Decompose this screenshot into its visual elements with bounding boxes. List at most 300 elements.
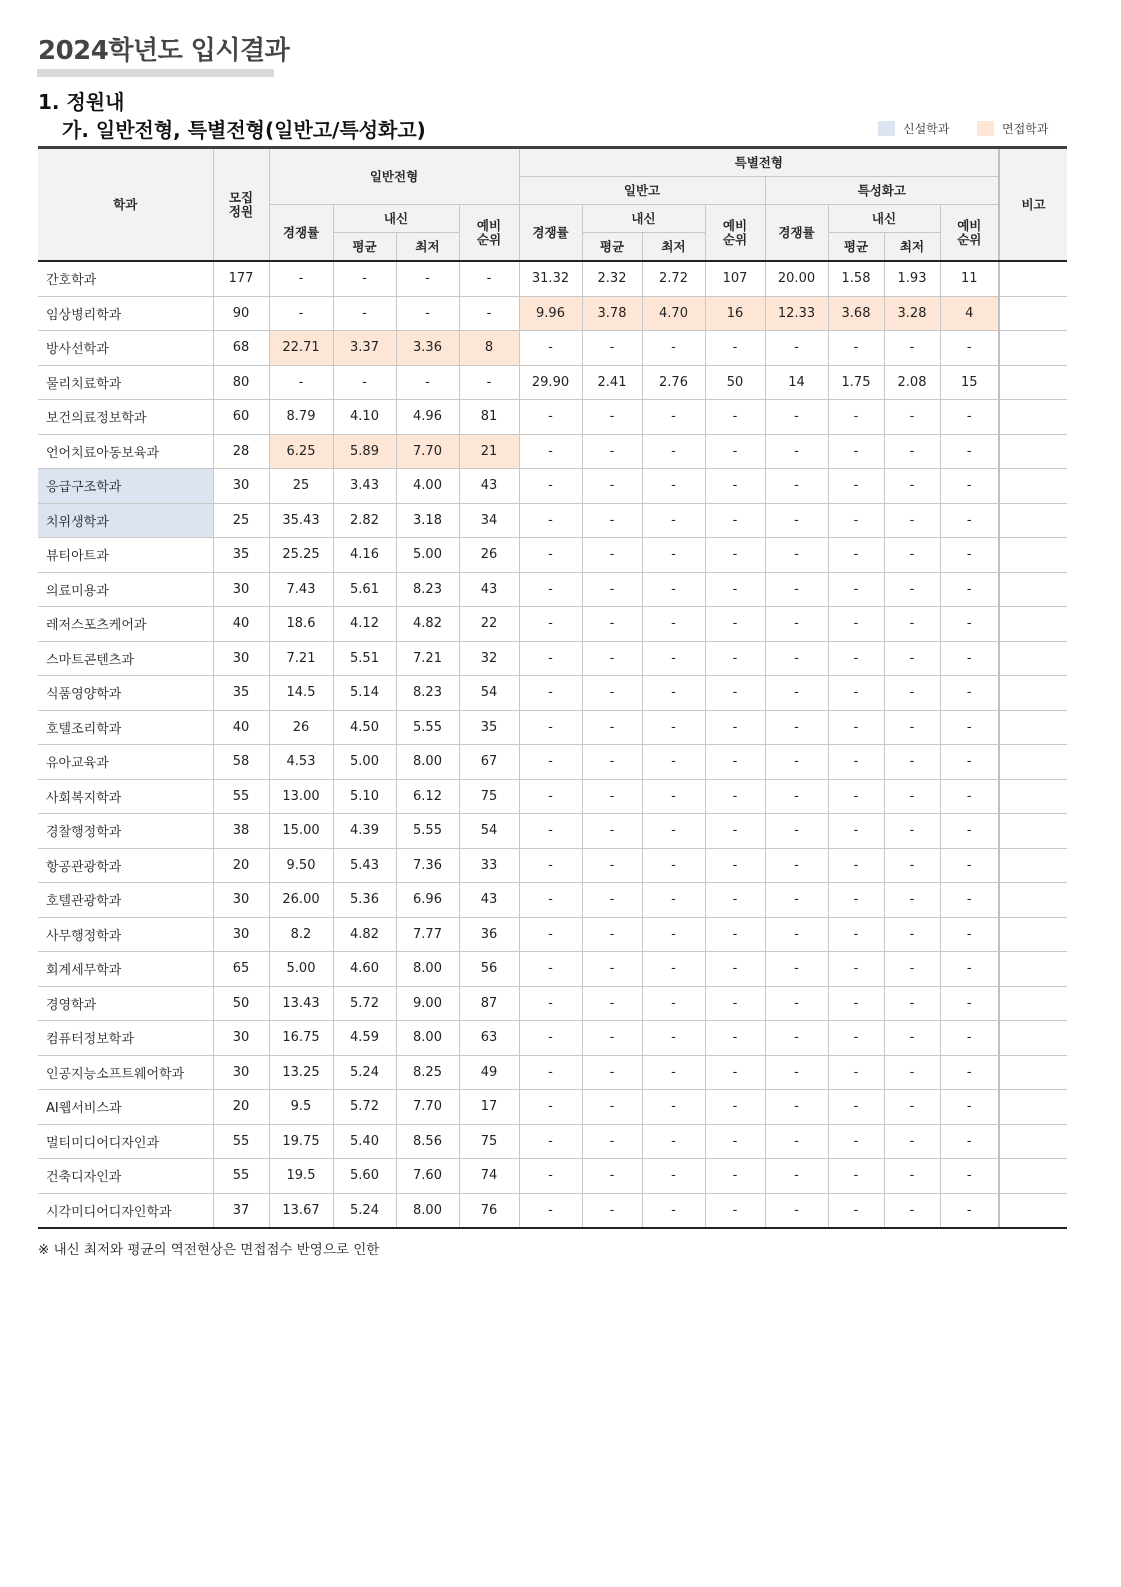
sv-avg-cell: - xyxy=(828,710,884,745)
header-quota-l2: 정원 xyxy=(228,203,254,219)
sg-waitlist-cell: - xyxy=(705,1124,765,1159)
sv-avg-cell: - xyxy=(828,1021,884,1056)
table-row xyxy=(38,1055,1067,1090)
sg-avg-cell: - xyxy=(582,1055,642,1090)
dept-name-cell: 간호학과 xyxy=(38,261,213,296)
gen-avg-cell: 5.10 xyxy=(333,779,396,814)
sg-avg-cell: - xyxy=(582,1193,642,1228)
sv-min-cell: - xyxy=(884,917,940,952)
gen-waitlist-cell: 49 xyxy=(459,1055,519,1090)
sv-waitlist-cell: - xyxy=(940,848,999,883)
sv-avg-cell: - xyxy=(828,1055,884,1090)
remark-cell xyxy=(999,607,1067,642)
quota-cell: 40 xyxy=(213,710,269,745)
gen-avg-cell: - xyxy=(333,261,396,296)
gen-competition-cell: 25 xyxy=(269,469,333,504)
gen-competition-cell: 6.25 xyxy=(269,434,333,469)
sg-competition-cell: - xyxy=(519,572,582,607)
sg-avg-cell: - xyxy=(582,986,642,1021)
remark-cell xyxy=(999,261,1067,296)
header-sv-competition: 경쟁률 xyxy=(765,205,828,262)
sg-avg-cell: - xyxy=(582,952,642,987)
sv-min-cell: - xyxy=(884,883,940,918)
header-gen-naesin: 내신 xyxy=(333,205,459,233)
sv-competition-cell: - xyxy=(765,1159,828,1194)
gen-min-cell: 7.21 xyxy=(396,641,459,676)
sv-competition-cell: 20.00 xyxy=(765,261,828,296)
header-gen-waitlist: 예비 순위 xyxy=(459,205,519,262)
sg-min-cell: - xyxy=(642,710,705,745)
gen-competition-cell: 4.53 xyxy=(269,745,333,780)
remark-cell xyxy=(999,296,1067,331)
sg-avg-cell: - xyxy=(582,1090,642,1125)
dept-name-cell: 사회복지학과 xyxy=(38,779,213,814)
sg-min-cell: - xyxy=(642,469,705,504)
gen-min-cell: - xyxy=(396,261,459,296)
header-quota xyxy=(213,148,269,262)
sg-min-cell: 2.72 xyxy=(642,261,705,296)
sg-competition-cell: - xyxy=(519,1124,582,1159)
remark-cell xyxy=(999,538,1067,573)
sv-avg-cell: - xyxy=(828,331,884,366)
sv-avg-cell: - xyxy=(828,1090,884,1125)
quota-cell: 60 xyxy=(213,400,269,435)
sg-min-cell: - xyxy=(642,1159,705,1194)
sv-competition-cell: - xyxy=(765,848,828,883)
header-gen-avg: 평균 xyxy=(333,233,396,262)
table-row xyxy=(38,607,1067,642)
sv-waitlist-cell: - xyxy=(940,917,999,952)
remark-cell xyxy=(999,986,1067,1021)
gen-min-cell: 8.56 xyxy=(396,1124,459,1159)
sg-min-cell: - xyxy=(642,676,705,711)
gen-waitlist-cell: 76 xyxy=(459,1193,519,1228)
sv-min-cell: - xyxy=(884,469,940,504)
gen-waitlist-cell: 75 xyxy=(459,1124,519,1159)
sv-competition-cell: - xyxy=(765,331,828,366)
quota-cell: 40 xyxy=(213,607,269,642)
sg-min-cell: - xyxy=(642,1021,705,1056)
sg-waitlist-cell: - xyxy=(705,848,765,883)
sg-avg-cell: - xyxy=(582,469,642,504)
remark-cell xyxy=(999,1124,1067,1159)
table-row xyxy=(38,848,1067,883)
table-row xyxy=(38,434,1067,469)
quota-cell: 35 xyxy=(213,538,269,573)
remark-cell xyxy=(999,641,1067,676)
quota-cell: 30 xyxy=(213,469,269,504)
table-row xyxy=(38,538,1067,573)
gen-min-cell: - xyxy=(396,365,459,400)
sv-min-cell: - xyxy=(884,676,940,711)
sv-competition-cell: - xyxy=(765,814,828,849)
gen-competition-cell: 13.00 xyxy=(269,779,333,814)
sg-competition-cell: - xyxy=(519,779,582,814)
sv-avg-cell: - xyxy=(828,400,884,435)
table-row xyxy=(38,1090,1067,1125)
sv-min-cell: - xyxy=(884,814,940,849)
gen-waitlist-cell: 26 xyxy=(459,538,519,573)
sg-waitlist-cell: - xyxy=(705,710,765,745)
sv-competition-cell: - xyxy=(765,1021,828,1056)
gen-min-cell: 5.00 xyxy=(396,538,459,573)
gen-avg-cell: 5.43 xyxy=(333,848,396,883)
dept-name-cell: 컴퓨터정보학과 xyxy=(38,1021,213,1056)
sg-min-cell: - xyxy=(642,1124,705,1159)
sg-waitlist-cell: - xyxy=(705,1055,765,1090)
dept-name-cell: 회계세무학과 xyxy=(38,952,213,987)
quota-cell: 28 xyxy=(213,434,269,469)
sg-waitlist-cell: - xyxy=(705,986,765,1021)
sg-avg-cell: - xyxy=(582,400,642,435)
sg-competition-cell: 29.90 xyxy=(519,365,582,400)
gen-waitlist-cell: 36 xyxy=(459,917,519,952)
sg-min-cell: - xyxy=(642,1090,705,1125)
quota-cell: 58 xyxy=(213,745,269,780)
sv-waitlist-cell: 4 xyxy=(940,296,999,331)
header-sg-naesin: 내신 xyxy=(582,205,705,233)
sv-competition-cell: - xyxy=(765,779,828,814)
gen-avg-cell: 5.72 xyxy=(333,1090,396,1125)
sg-competition-cell: - xyxy=(519,1021,582,1056)
sv-min-cell: - xyxy=(884,503,940,538)
dept-name-cell: AI웹서비스과 xyxy=(38,1090,213,1125)
admission-results-table xyxy=(38,146,1067,1229)
sg-min-cell: - xyxy=(642,814,705,849)
sg-waitlist-cell: - xyxy=(705,641,765,676)
gen-competition-cell: 26 xyxy=(269,710,333,745)
gen-competition-cell: 5.00 xyxy=(269,952,333,987)
sv-competition-cell: - xyxy=(765,710,828,745)
sg-avg-cell: - xyxy=(582,572,642,607)
sg-min-cell: - xyxy=(642,952,705,987)
gen-waitlist-cell: - xyxy=(459,261,519,296)
sg-waitlist-cell: - xyxy=(705,883,765,918)
sv-waitlist-cell: - xyxy=(940,986,999,1021)
quota-cell: 65 xyxy=(213,952,269,987)
dept-name-cell: 응급구조학과 xyxy=(38,469,213,504)
remark-cell xyxy=(999,1159,1067,1194)
gen-waitlist-cell: 81 xyxy=(459,400,519,435)
sg-waitlist-cell: - xyxy=(705,572,765,607)
sg-waitlist-cell: - xyxy=(705,1159,765,1194)
dept-name-cell: 경영학과 xyxy=(38,986,213,1021)
sg-avg-cell: - xyxy=(582,434,642,469)
gen-avg-cell: 4.82 xyxy=(333,917,396,952)
gen-min-cell: 8.00 xyxy=(396,1021,459,1056)
gen-min-cell: 3.18 xyxy=(396,503,459,538)
gen-competition-cell: 35.43 xyxy=(269,503,333,538)
sg-min-cell: - xyxy=(642,917,705,952)
header-special: 특별전형 xyxy=(519,148,999,177)
table-row xyxy=(38,572,1067,607)
sg-avg-cell: - xyxy=(582,331,642,366)
sv-avg-cell: 1.75 xyxy=(828,365,884,400)
sv-avg-cell: - xyxy=(828,538,884,573)
gen-avg-cell: 5.89 xyxy=(333,434,396,469)
quota-cell: 20 xyxy=(213,1090,269,1125)
sg-avg-cell: - xyxy=(582,676,642,711)
sv-competition-cell: - xyxy=(765,434,828,469)
legend-interview-swatch xyxy=(977,121,994,136)
sv-waitlist-cell: - xyxy=(940,641,999,676)
header-dept: 학과 xyxy=(38,148,213,262)
gen-competition-cell: 7.43 xyxy=(269,572,333,607)
gen-min-cell: 5.55 xyxy=(396,710,459,745)
table-row xyxy=(38,1193,1067,1228)
gen-min-cell: 7.77 xyxy=(396,917,459,952)
remark-cell xyxy=(999,503,1067,538)
sg-waitlist-cell: 16 xyxy=(705,296,765,331)
gen-waitlist-cell: 63 xyxy=(459,1021,519,1056)
sg-avg-cell: - xyxy=(582,607,642,642)
sv-min-cell: - xyxy=(884,607,940,642)
sv-competition-cell: - xyxy=(765,469,828,504)
sg-avg-cell: - xyxy=(582,883,642,918)
sg-avg-cell: - xyxy=(582,779,642,814)
sv-waitlist-cell: - xyxy=(940,1021,999,1056)
sg-min-cell: - xyxy=(642,607,705,642)
title-underline xyxy=(37,69,274,77)
gen-min-cell: 7.70 xyxy=(396,1090,459,1125)
sv-avg-cell: - xyxy=(828,641,884,676)
gen-avg-cell: 5.24 xyxy=(333,1055,396,1090)
table-row xyxy=(38,883,1067,918)
sg-waitlist-cell: - xyxy=(705,917,765,952)
sv-min-cell: - xyxy=(884,1193,940,1228)
quota-cell: 37 xyxy=(213,1193,269,1228)
gen-waitlist-cell: - xyxy=(459,296,519,331)
sv-min-cell: - xyxy=(884,952,940,987)
table-row xyxy=(38,745,1067,780)
sg-avg-cell: 2.32 xyxy=(582,261,642,296)
dept-name-cell: 사무행정학과 xyxy=(38,917,213,952)
sg-min-cell: 4.70 xyxy=(642,296,705,331)
gen-avg-cell: 5.40 xyxy=(333,1124,396,1159)
sg-waitlist-cell: - xyxy=(705,538,765,573)
table-row xyxy=(38,1159,1067,1194)
sv-min-cell: - xyxy=(884,1124,940,1159)
sv-waitlist-cell: - xyxy=(940,1159,999,1194)
sg-min-cell: 2.76 xyxy=(642,365,705,400)
dept-name-cell: 치위생학과 xyxy=(38,503,213,538)
sg-waitlist-cell: - xyxy=(705,400,765,435)
sv-waitlist-cell: - xyxy=(940,676,999,711)
dept-name-cell: 유아교육과 xyxy=(38,745,213,780)
sv-competition-cell: 14 xyxy=(765,365,828,400)
sg-avg-cell: - xyxy=(582,538,642,573)
dept-name-cell: 호텔관광학과 xyxy=(38,883,213,918)
quota-cell: 38 xyxy=(213,814,269,849)
remark-cell xyxy=(999,710,1067,745)
header-sv-min: 최저 xyxy=(884,233,940,262)
gen-min-cell: 7.70 xyxy=(396,434,459,469)
header-sv-waitlist: 예비 순위 xyxy=(940,205,999,262)
sg-avg-cell: - xyxy=(582,814,642,849)
sg-competition-cell: - xyxy=(519,848,582,883)
sg-waitlist-cell: - xyxy=(705,331,765,366)
table-row xyxy=(38,986,1067,1021)
gen-avg-cell: 5.60 xyxy=(333,1159,396,1194)
dept-name-cell: 인공지능소프트웨어학과 xyxy=(38,1055,213,1090)
sv-competition-cell: 12.33 xyxy=(765,296,828,331)
gen-avg-cell: 4.10 xyxy=(333,400,396,435)
sv-competition-cell: - xyxy=(765,538,828,573)
quota-cell: 68 xyxy=(213,331,269,366)
sv-waitlist-cell: - xyxy=(940,814,999,849)
sv-competition-cell: - xyxy=(765,1124,828,1159)
sg-competition-cell: - xyxy=(519,607,582,642)
quota-cell: 30 xyxy=(213,883,269,918)
header-sv-naesin: 내신 xyxy=(828,205,940,233)
sg-competition-cell: - xyxy=(519,1090,582,1125)
gen-competition-cell: 19.5 xyxy=(269,1159,333,1194)
sg-avg-cell: - xyxy=(582,1124,642,1159)
table-row xyxy=(38,503,1067,538)
gen-min-cell: 8.23 xyxy=(396,572,459,607)
sg-competition-cell: - xyxy=(519,538,582,573)
gen-avg-cell: 4.39 xyxy=(333,814,396,849)
sg-competition-cell: - xyxy=(519,503,582,538)
sv-avg-cell: - xyxy=(828,607,884,642)
gen-min-cell: 8.00 xyxy=(396,1193,459,1228)
sg-waitlist-cell: - xyxy=(705,745,765,780)
sv-competition-cell: - xyxy=(765,400,828,435)
quota-cell: 80 xyxy=(213,365,269,400)
sg-competition-cell: 31.32 xyxy=(519,261,582,296)
gen-avg-cell: 5.51 xyxy=(333,641,396,676)
header-gen-competition: 경쟁률 xyxy=(269,205,333,262)
gen-waitlist-cell: 21 xyxy=(459,434,519,469)
header-gen-min: 최저 xyxy=(396,233,459,262)
sv-min-cell: - xyxy=(884,745,940,780)
sv-avg-cell: - xyxy=(828,779,884,814)
sv-competition-cell: - xyxy=(765,883,828,918)
sg-waitlist-cell: 107 xyxy=(705,261,765,296)
gen-competition-cell: - xyxy=(269,296,333,331)
dept-name-cell: 임상병리학과 xyxy=(38,296,213,331)
remark-cell xyxy=(999,952,1067,987)
sv-avg-cell: - xyxy=(828,503,884,538)
remark-cell xyxy=(999,1055,1067,1090)
sv-min-cell: - xyxy=(884,400,940,435)
quota-cell: 30 xyxy=(213,1021,269,1056)
remark-cell xyxy=(999,572,1067,607)
quota-cell: 30 xyxy=(213,572,269,607)
gen-min-cell: 3.36 xyxy=(396,331,459,366)
gen-competition-cell: 14.5 xyxy=(269,676,333,711)
gen-competition-cell: - xyxy=(269,261,333,296)
gen-competition-cell: 13.25 xyxy=(269,1055,333,1090)
sv-min-cell: - xyxy=(884,848,940,883)
sv-waitlist-cell: - xyxy=(940,779,999,814)
sv-waitlist-cell: - xyxy=(940,538,999,573)
sv-waitlist-cell: - xyxy=(940,469,999,504)
sv-avg-cell: - xyxy=(828,814,884,849)
remark-cell xyxy=(999,779,1067,814)
gen-competition-cell: 22.71 xyxy=(269,331,333,366)
sg-min-cell: - xyxy=(642,641,705,676)
sg-min-cell: - xyxy=(642,848,705,883)
gen-waitlist-cell: 8 xyxy=(459,331,519,366)
sg-waitlist-cell: - xyxy=(705,779,765,814)
gen-waitlist-cell: 54 xyxy=(459,676,519,711)
gen-min-cell: 8.23 xyxy=(396,676,459,711)
sv-min-cell: - xyxy=(884,1055,940,1090)
gen-competition-cell: 26.00 xyxy=(269,883,333,918)
sv-competition-cell: - xyxy=(765,1090,828,1125)
gen-min-cell: 7.60 xyxy=(396,1159,459,1194)
sg-min-cell: - xyxy=(642,779,705,814)
gen-avg-cell: 3.43 xyxy=(333,469,396,504)
sv-min-cell: - xyxy=(884,434,940,469)
quota-cell: 30 xyxy=(213,641,269,676)
table-row xyxy=(38,710,1067,745)
sv-avg-cell: - xyxy=(828,1124,884,1159)
sv-waitlist-cell: - xyxy=(940,503,999,538)
sg-min-cell: - xyxy=(642,331,705,366)
sg-avg-cell: - xyxy=(582,745,642,780)
sg-avg-cell: - xyxy=(582,503,642,538)
gen-avg-cell: 5.14 xyxy=(333,676,396,711)
gen-waitlist-cell: 67 xyxy=(459,745,519,780)
legend-interview-dept xyxy=(977,120,1048,137)
sg-waitlist-cell: - xyxy=(705,1193,765,1228)
gen-min-cell: 5.55 xyxy=(396,814,459,849)
gen-waitlist-cell: 32 xyxy=(459,641,519,676)
dept-name-cell: 뷰티아트과 xyxy=(38,538,213,573)
sv-avg-cell: - xyxy=(828,745,884,780)
gen-avg-cell: 5.36 xyxy=(333,883,396,918)
table-row xyxy=(38,952,1067,987)
gen-waitlist-cell: 22 xyxy=(459,607,519,642)
sg-waitlist-cell: - xyxy=(705,469,765,504)
sg-competition-cell: 9.96 xyxy=(519,296,582,331)
sg-competition-cell: - xyxy=(519,986,582,1021)
header-general: 일반전형 xyxy=(269,148,519,205)
sv-avg-cell: - xyxy=(828,917,884,952)
gen-competition-cell: 15.00 xyxy=(269,814,333,849)
header-sg-competition: 경쟁률 xyxy=(519,205,582,262)
sv-avg-cell: 3.68 xyxy=(828,296,884,331)
header-special-general-hs: 일반고 xyxy=(519,177,765,205)
gen-min-cell: 8.00 xyxy=(396,745,459,780)
sv-waitlist-cell: - xyxy=(940,572,999,607)
sv-avg-cell: 1.58 xyxy=(828,261,884,296)
gen-waitlist-cell: 33 xyxy=(459,848,519,883)
gen-waitlist-cell: 34 xyxy=(459,503,519,538)
sg-competition-cell: - xyxy=(519,917,582,952)
gen-competition-cell: 8.79 xyxy=(269,400,333,435)
table-row xyxy=(38,1124,1067,1159)
gen-waitlist-cell: 43 xyxy=(459,469,519,504)
sv-competition-cell: - xyxy=(765,607,828,642)
sg-waitlist-cell: 50 xyxy=(705,365,765,400)
gen-waitlist-cell: 35 xyxy=(459,710,519,745)
sg-competition-cell: - xyxy=(519,641,582,676)
sg-waitlist-cell: - xyxy=(705,952,765,987)
sg-avg-cell: 2.41 xyxy=(582,365,642,400)
gen-competition-cell: 7.21 xyxy=(269,641,333,676)
gen-min-cell: 4.82 xyxy=(396,607,459,642)
dept-name-cell: 의료미용과 xyxy=(38,572,213,607)
sv-waitlist-cell: - xyxy=(940,1193,999,1228)
gen-avg-cell: 2.82 xyxy=(333,503,396,538)
header-sv-avg: 평균 xyxy=(828,233,884,262)
gen-avg-cell: - xyxy=(333,365,396,400)
sv-avg-cell: - xyxy=(828,572,884,607)
remark-cell xyxy=(999,676,1067,711)
